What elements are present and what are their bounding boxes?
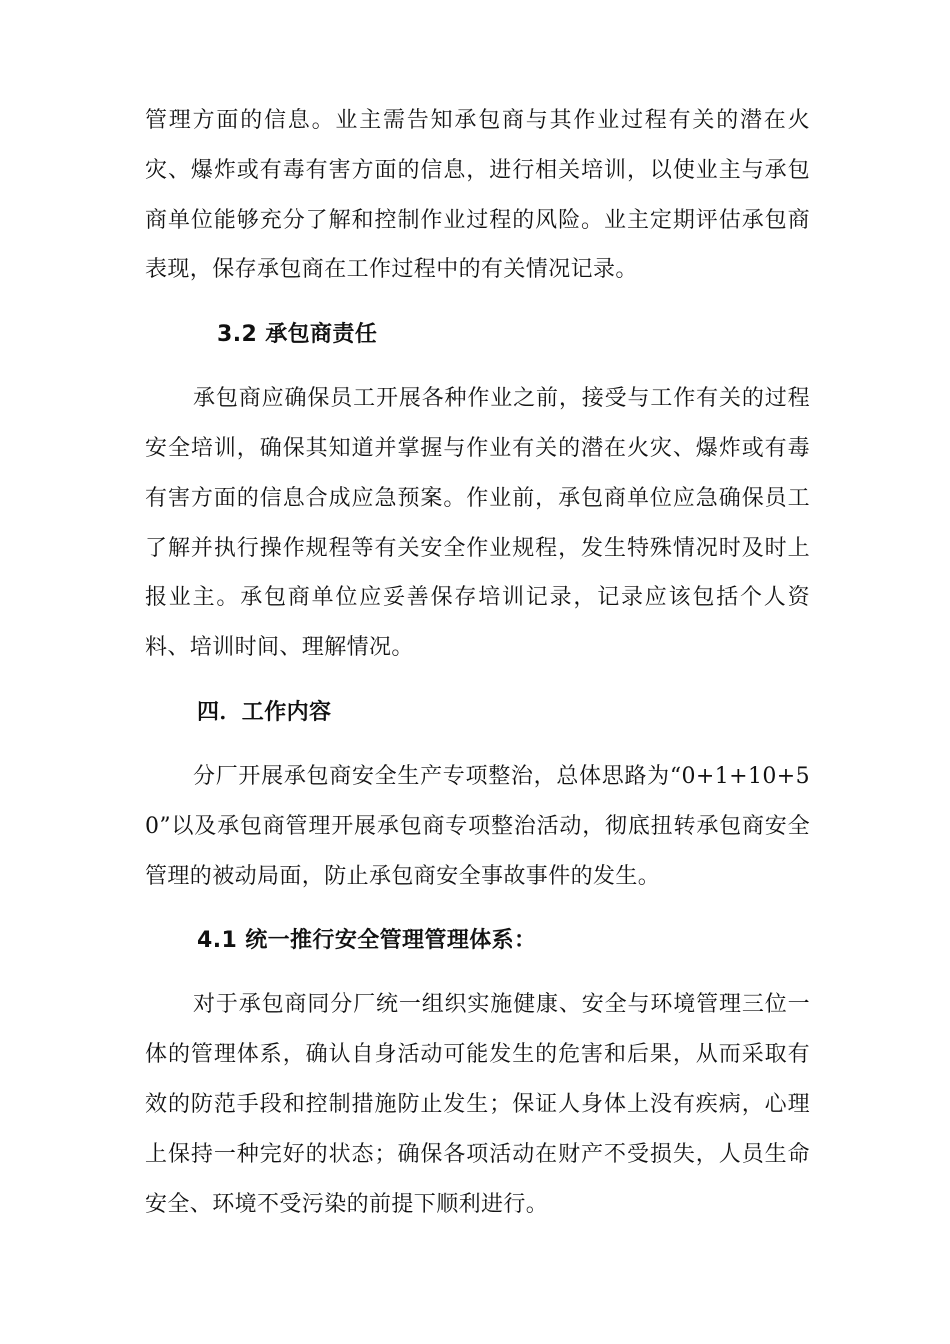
paragraph-unified-management-system: 对于承包商同分厂统一组织实施健康、安全与环境管理三位一体的管理体系，确认自身活动可能发生的危害和后果，从而采取有效的防范手段和控制措施防止发生；保证人身体上没有疾病，心理上保持一种完好的状态；确保各项活动在财产不受损失，人员生命安全、环境不受污染的前提下顺利进行。	[145, 992, 810, 1217]
paragraph-contractor-responsibility: 承包商应确保员工开展各种作业之前，接受与工作有关的过程安全培训，确保其知道并掌握与作业有关的潜在火灾、爆炸或有毒有害方面的信息合成应急预案。作业前，承包商单位应急确保员工了解并执行操作规程等有关安全作业规程，发生特殊情况时及时上报业主。承包商单位应妥善保存培训记录，记录应该包括个人资料、培训时间、理解情况。	[145, 386, 810, 661]
heading-3-2-contractor-responsibility: 3.2 承包商责任	[217, 322, 378, 348]
document-body	[145, 96, 810, 1229]
heading-4-work-content: 四．工作内容	[197, 699, 332, 725]
heading-4-1-unified-management-system: 4.1 统一推行安全管理管理体系：	[197, 928, 537, 954]
paragraph-work-content: 分厂开展承包商安全生产专项整治，总体思路为“0+1+10+50”以及承包商管理开展承包商专项整治活动，彻底扭转承包商安全管理的被动局面，防止承包商安全事故事件的发生。	[145, 763, 810, 889]
paragraph-owner-duties-continued: 管理方面的信息。业主需告知承包商与其作业过程有关的潜在火灾、爆炸或有毒有害方面的信息，进行相关培训，以使业主与承包商单位能够充分了解和控制作业过程的风险。业主定期评估承包商表现，保存承包商在工作过程中的有关情况记录。	[145, 108, 810, 283]
